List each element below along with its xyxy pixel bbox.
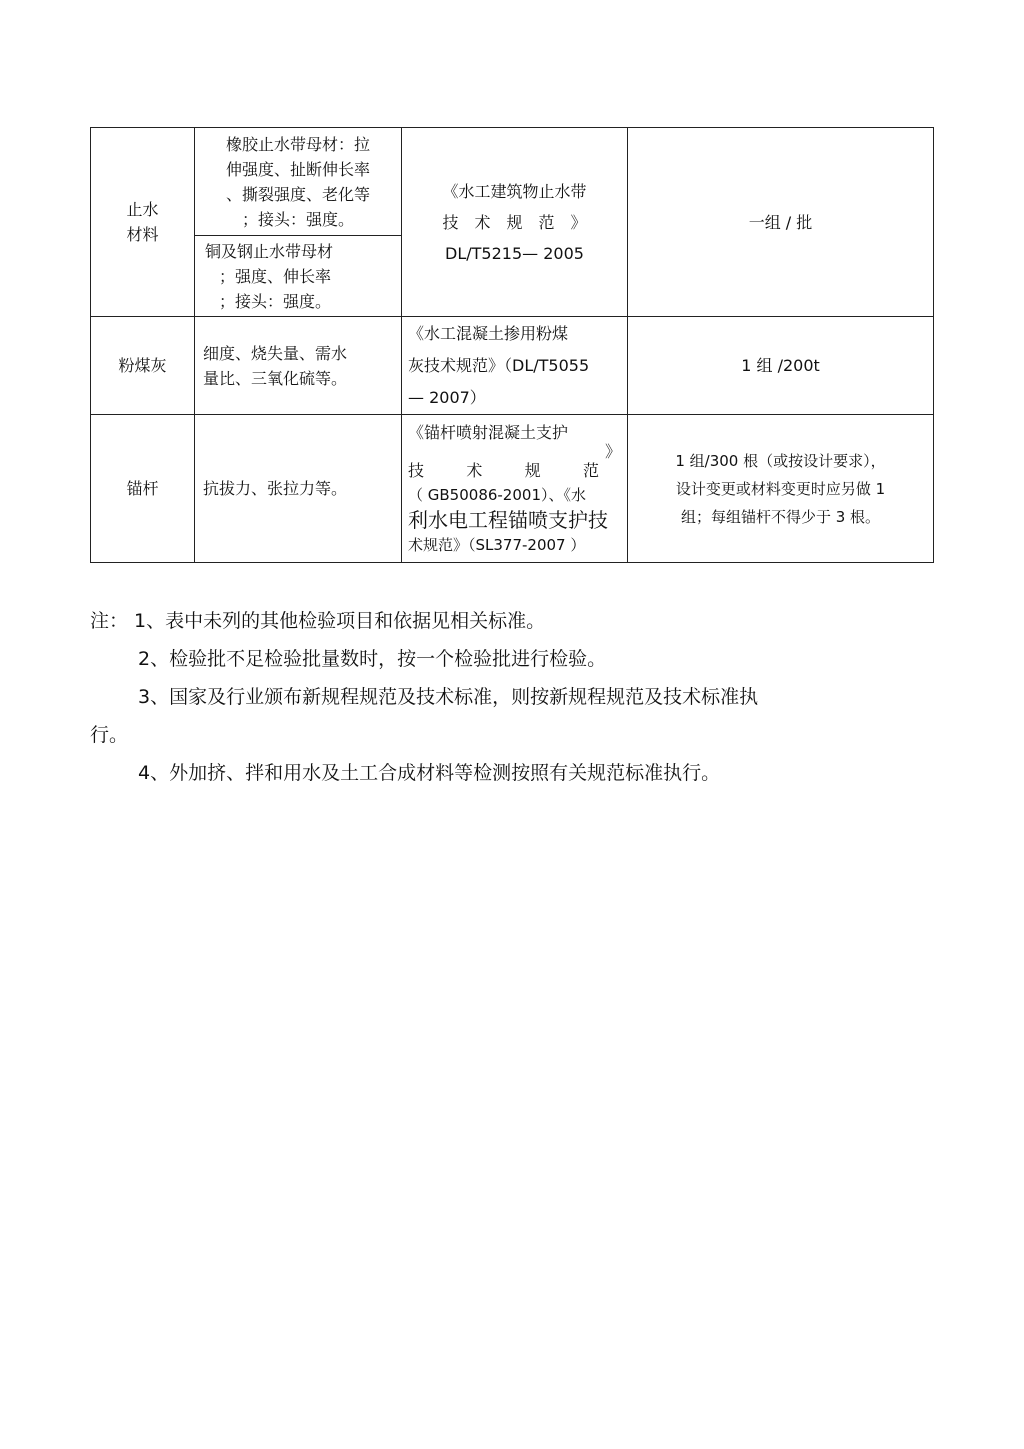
items-line: 铜及钢止水带母材 (205, 241, 334, 261)
standard-line: 技 术 规 范 (408, 460, 599, 480)
table-row-fly-ash (91, 317, 934, 415)
items-line: 量比、三氧化硫等。 (203, 368, 348, 388)
table-row-anchor (91, 415, 934, 563)
standard-line: 《锚杆喷射混凝土支护 (408, 422, 569, 442)
items-cell-copper-stop (195, 236, 402, 317)
standard-line: 》 (604, 441, 621, 461)
items-line: 细度、烧失量、需水 (203, 343, 348, 363)
standard-line: 术规范》（SL377-2007 ） (408, 535, 586, 554)
category-cell-anchor: 锚杆 (91, 415, 195, 563)
standard-line: 灰技术规范》（DL/T5055 (408, 355, 590, 375)
frequency-line: 设计变更或材料变更时应另做 1 (675, 479, 886, 498)
frequency-cell-fly-ash: 1 组 /200t (628, 317, 934, 415)
category-cell-fly-ash: 粉煤灰 (91, 317, 195, 415)
category-label-line: 止水 (126, 200, 159, 219)
items-line: ；接头：强度。 (219, 291, 332, 311)
standard-line: — 2007） (408, 387, 486, 407)
note-2: 2、检验批不足检验批量数时，按一个检验批进行检验。 (138, 648, 607, 670)
inspection-table (90, 127, 934, 563)
items-line: 、撕裂强度、老化等 (225, 184, 370, 204)
items-line: ；强度、伸长率 (219, 266, 332, 286)
items-cell-anchor: 抗拔力、张拉力等。 (195, 415, 402, 563)
category-cell-water-stop (91, 128, 195, 317)
frequency-cell-anchor (628, 415, 934, 563)
standard-cell-water-stop (402, 128, 628, 317)
items-cell-rubber-stop (195, 128, 402, 236)
standard-cell-anchor (402, 415, 628, 563)
note-3-continuation: 行。 (90, 724, 129, 746)
frequency-cell-water-stop: 一组 / 批 (628, 128, 934, 317)
standard-line: 《水工混凝土掺用粉煤 (408, 323, 569, 343)
items-line: ；接头：强度。 (241, 209, 354, 229)
table-row-water-stop (91, 128, 934, 236)
items-line: 橡胶止水带母材：拉 (225, 134, 370, 154)
items-line: 伸强度、扯断伸长率 (225, 159, 370, 179)
standard-line: 技 术 规 范 》 (442, 212, 587, 232)
notes-section (90, 602, 890, 792)
standard-line: 《水工建筑物止水带 (442, 181, 587, 201)
note-3: 3、国家及行业颁布新规程规范及技术标准，则按新规程规范及技术标准执 (138, 686, 759, 708)
standard-line: DL/T5215— 2005 (445, 243, 584, 263)
frequency-line: 1 组/300 根（或按设计要求）， (675, 451, 886, 470)
note-1: 注： 1、表中未列的其他检验项目和依据见相关标准。 (90, 610, 546, 632)
note-4: 4、外加挤、拌和用水及土工合成材料等检测按照有关规范标准执行。 (138, 762, 721, 784)
category-label-line: 材料 (126, 225, 159, 244)
frequency-line: 组；每组锚杆不得少于 3 根。 (680, 507, 881, 526)
standard-cell-fly-ash (402, 317, 628, 415)
standard-line: （ GB50086-2001）、《水 (408, 485, 586, 504)
items-cell-fly-ash (195, 317, 402, 415)
standard-line: 利水电工程锚喷支护技 (408, 507, 608, 532)
